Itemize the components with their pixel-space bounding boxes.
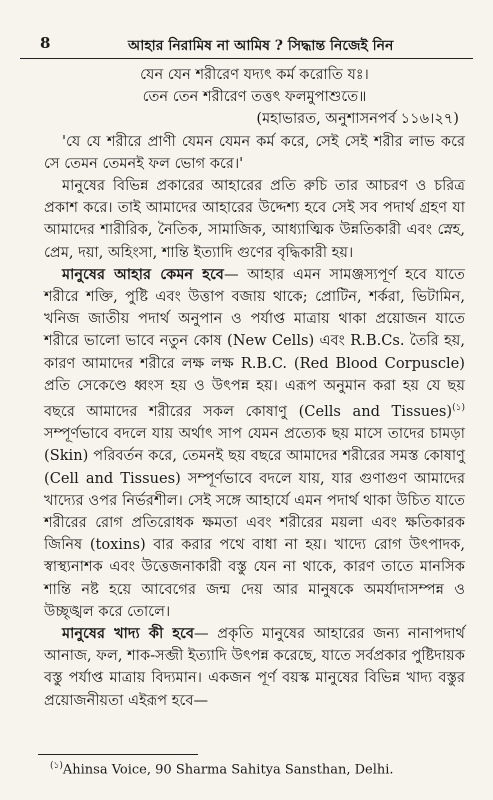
section-heading-diet: মানুষের আহার কেমন হবে xyxy=(62,265,224,283)
running-header xyxy=(20,28,473,59)
header-title: আহার নিরামিষ না আমিষ ? সিদ্ধান্ত নিজেই নিন xyxy=(128,38,394,54)
verse-line-2: তেন তেন শরীরেণ তত্তৎ ফলমুপাশুতে॥ xyxy=(142,88,367,106)
paragraph-diet xyxy=(44,264,465,623)
body-text xyxy=(44,64,465,712)
paragraph-translation: 'যে যে শরীরে প্রাণী যেমন যেমন কর্ম করে, সেই সেই শরীর লাভ করে সে তেমন তেমনই ফল ভোগ করে।' xyxy=(44,132,465,172)
footnote-marker: (১) xyxy=(50,761,63,771)
footnote-reference: (১) xyxy=(452,403,465,414)
paragraph-intro: মানুষের বিভিন্ন প্রকারের আহারের প্রতি রুচি তার আচরণ ও চরিত্র প্রকাশ করে। তাই আমাদের আহারের উদ্দেশ্য হবে সেই সব পদার্থ গ্রহণ যা আমাদের শারীরিক, নৈতিক, সামাজিক, আধ্যাত্মিক উন্নতিকারী এবং স্নেহ, প্রেম, দয়া, অহিংসা, শান্তি ইত্যাদি গুণের বৃদ্ধিকারী হয়। xyxy=(44,177,465,261)
verse-line-1: যেন যেন শরীরেণ যদ্যৎ কর্ম করোতি যঃ। xyxy=(140,66,369,83)
verse-citation: (মহাভারত, অনুশাসনপর্ব ১১৬।২৭) xyxy=(256,110,459,128)
paragraph-food-text: — প্রকৃতি মানুষের আহারের জন্য নানাপদার্থ আনাজ, ফল, শাক-সব্জী ইত্যাদি উৎপন্ন করেছে, যাতে সর্বপ্রকার পুষ্টিদায়ক বস্তু পর্যাপ্ত মাত্রায় বিদ্যমান। একজন পূর্ণ বয়স্ক মানুষের বিভিন্ন খাদ্য বস্তুর প্রয়োজনীয়তা এইরূপ হবে— xyxy=(44,624,466,709)
footnote-rule xyxy=(38,754,198,755)
paragraph-diet-text-b: সম্পূর্ণভাবে বদলে যায় অর্থাৎ সাপ যেমন প্রত্যেক ছয় মাসে তাদের চামড়া (Skin) পরিবর্তন করে, তেমনই ছয় বছরে আমাদের শরীরের সমস্ত কোষাণু (Cell and Tissues) সম্পূর্ণভাবে বদলে যায়, যার গুণাগুণ আমাদের খাদ্যের ওপর নির্ভরশীল। সেই সঙ্গে আহার্যে এমন পদার্থ থাকা উচিত যাতে শরীরের রোগ প্রতিরোধক ক্ষমতা এবং শরীরের ময়লা এবং ক্ষতিকারক জিনিষ (toxins) বার করার পথে বাধা না হয়। খাদ্যে রোগ উৎপাদক, স্বাস্থ্যনাশক এবং উত্তেজনাকারী বস্তু যেন না থাকে, কারণ তাতে মানসিক শান্তি নষ্ট হয়ে আবেগের জন্ম দেয় আর মানুষকে অমর্যাদাসম্পন্ন ও উচ্ছৃঙ্খল করে তোলে। xyxy=(44,425,465,620)
page-number: 8 xyxy=(40,34,51,52)
section-heading-food: মানুষের খাদ্য কী হবে xyxy=(62,624,194,642)
footnote xyxy=(50,758,394,777)
paragraph-diet-text-a: — আহার এমন সামঞ্জস্যপূর্ণ হবে যাতে শরীরে শক্তি, পুষ্টি এবং উত্তাপ বজায় থাকে; প্রোটিন, শর্করা, ভিটামিন, খনিজ জাতীয় পদার্থ অনুপান ও পর্যাপ্ত মাত্রায় থাকা প্রয়োজন যাতে শরীরে ভালো ভাবে নতুন কোষ (New Cells) এবং R.B.Cs. তৈরি হয়, কারণ আমাদের শরীরে লক্ষ লক্ষ R.B.C. (Red Blood Corpuscle) প্রতি সেকেণ্ডে ধ্বংস হয় ও উৎপন্ন হয়। এরূপ অনুমান করা হয় যে ছয় বছরে আমাদের শরীরের সকল কোষাণু (Cells and Tissues) xyxy=(44,265,466,420)
paragraph-food xyxy=(44,623,465,712)
footnote-text: Ahinsa Voice, 90 Sharma Sahitya Sansthan, Delhi. xyxy=(62,762,394,778)
